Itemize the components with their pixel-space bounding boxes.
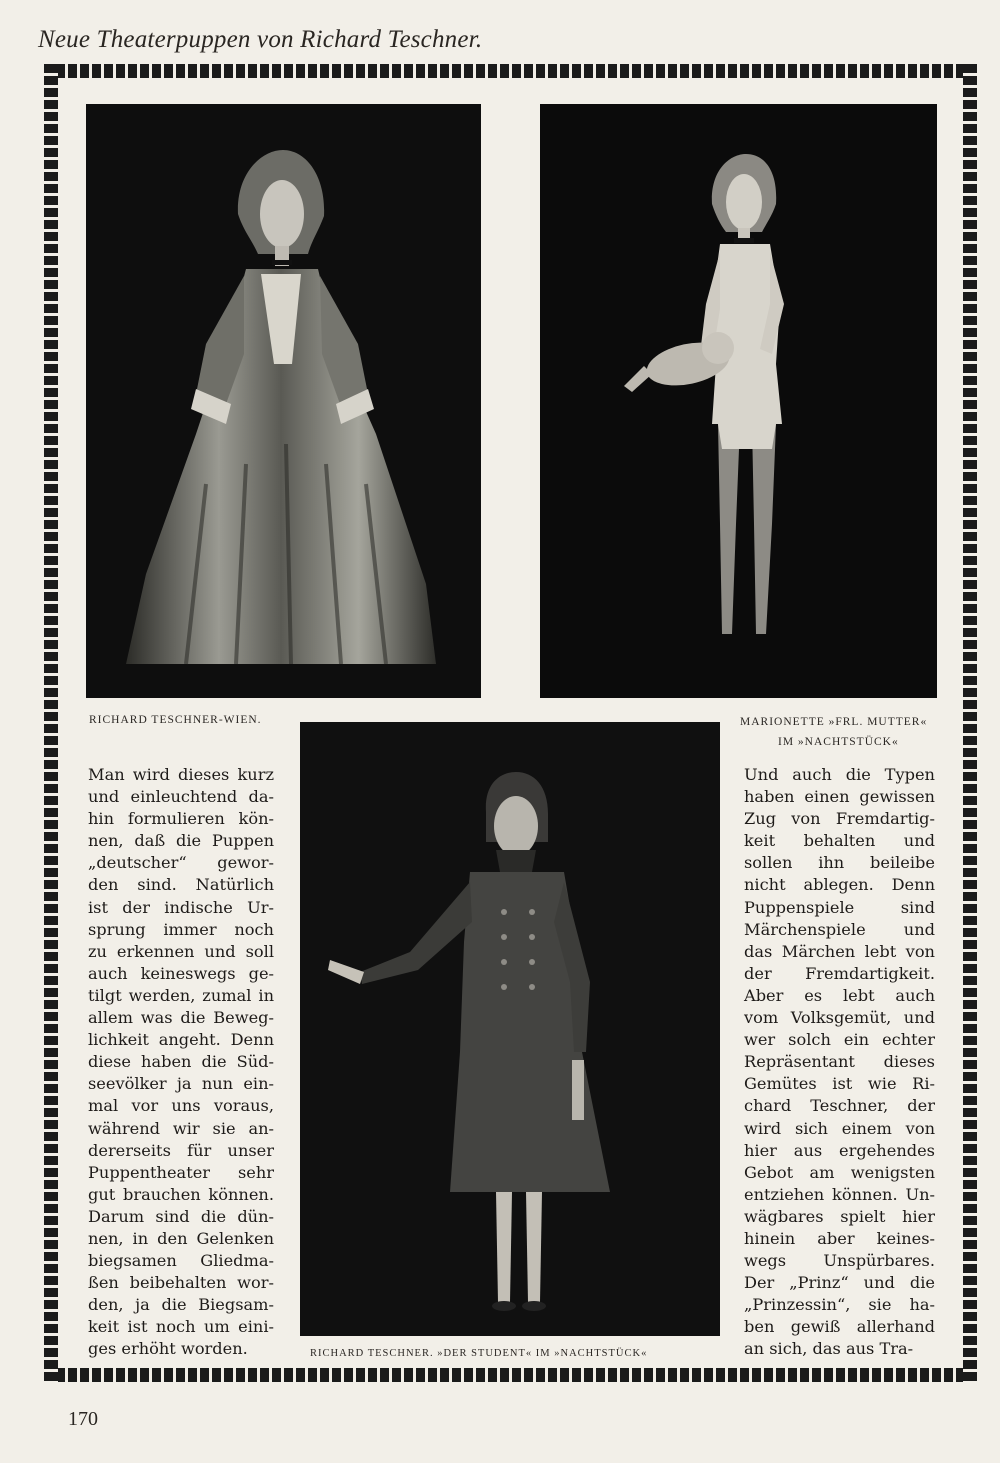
- text-line: seevölker ja nun ein-: [88, 1074, 274, 1094]
- text-line: wird sich einem von: [744, 1118, 935, 1138]
- text-line: den sind. Natürlich: [88, 875, 274, 895]
- text-line: hier aus ergehendes: [744, 1140, 935, 1160]
- text-line: ben gewiß allerhand: [744, 1317, 935, 1337]
- frame-right-border: [963, 64, 977, 1382]
- text-line: keit ist noch um eini-: [88, 1317, 274, 1337]
- text-line: lichkeit angeht. Denn: [88, 1030, 274, 1050]
- text-line: Puppenspiele sind: [744, 897, 935, 917]
- photo-marionette-frl-mutter: [540, 104, 937, 698]
- student-marionette-illustration: [300, 722, 720, 1336]
- text-line: nen, daß die Puppen: [88, 831, 274, 851]
- text-line: „Prinzessin“, sie ha-: [744, 1295, 935, 1315]
- text-line: den, ja die Biegsam-: [88, 1295, 274, 1315]
- text-line: wer solch ein echter: [744, 1030, 935, 1050]
- running-header: Neue Theaterpuppen von Richard Teschner.: [38, 26, 483, 53]
- text-line: sprung immer noch: [88, 919, 274, 939]
- text-line: und einleuchtend da-: [88, 787, 274, 807]
- text-line: zu erkennen und soll: [88, 941, 274, 961]
- caption-marionette-line2: IM »NACHTSTÜCK«: [778, 736, 899, 748]
- text-line: ist der indische Ur-: [88, 897, 274, 917]
- text-line: Märchenspiele und: [744, 919, 935, 939]
- frame-bottom-border: [44, 1368, 977, 1382]
- text-line: ßen beibehalten wor-: [88, 1273, 274, 1293]
- text-line: der Fremdartigkeit.: [744, 963, 935, 983]
- text-line: tilgt werden, zumal in: [88, 985, 274, 1005]
- caption-richard-teschner-wien: RICHARD TESCHNER-WIEN.: [89, 714, 262, 726]
- text-line: während wir sie an-: [88, 1118, 274, 1138]
- doll-gown-illustration: [86, 104, 481, 698]
- text-line: dererseits für unser: [88, 1140, 274, 1160]
- text-line: diese haben die Süd-: [88, 1052, 274, 1072]
- text-line: Und auch die Typen: [744, 765, 935, 784]
- text-line: ges erhöht worden.: [88, 1339, 248, 1359]
- text-line: an sich, das aus Tra-: [744, 1339, 914, 1359]
- article-text-left-column: [88, 764, 274, 1361]
- text-line: das Märchen lebt von: [744, 941, 935, 961]
- photo-der-student: [300, 722, 720, 1336]
- text-line: Aber es lebt auch: [744, 985, 935, 1005]
- text-line: Repräsentant dieses: [744, 1052, 935, 1072]
- text-line: wegs Unspürbares.: [744, 1251, 935, 1271]
- text-line: Gemütes ist wie Ri-: [744, 1074, 935, 1094]
- text-line: sollen ihn beileibe: [744, 853, 935, 873]
- page-number: 170: [68, 1408, 98, 1430]
- text-line: „deutscher“ gewor-: [88, 853, 274, 873]
- text-line: hin formulieren kön-: [88, 809, 274, 829]
- text-line: auch keineswegs ge-: [88, 963, 274, 983]
- text-line: chard Teschner, der: [744, 1096, 935, 1116]
- text-line: haben einen gewissen: [744, 787, 935, 807]
- text-line: Darum sind die dün-: [88, 1206, 274, 1226]
- text-line: vom Volksgemüt, und: [744, 1008, 935, 1028]
- photo-doll-satin-gown: [86, 104, 481, 698]
- text-line: nicht ablegen. Denn: [744, 875, 935, 895]
- caption-der-student: RICHARD TESCHNER. »DER STUDENT« IM »NACHTSTÜCK«: [310, 1348, 648, 1359]
- text-line: Puppentheater sehr: [88, 1162, 274, 1182]
- text-line: Zug von Fremdartig-: [744, 809, 935, 829]
- text-line: allem was die Beweg-: [88, 1008, 274, 1028]
- text-line: hinein aber keines-: [744, 1228, 935, 1248]
- text-line: wägbares spielt hier: [744, 1206, 935, 1226]
- frame-left-border: [44, 64, 58, 1382]
- marionette-frl-mutter-illustration: [540, 104, 937, 698]
- text-line: mal vor uns voraus,: [88, 1096, 274, 1116]
- text-line: entziehen können. Un-: [744, 1184, 935, 1204]
- frame-top-border: [44, 64, 977, 78]
- text-line: Der „Prinz“ und die: [744, 1273, 935, 1293]
- text-line: nen, in den Gelenken: [88, 1228, 274, 1248]
- text-line: Gebot am wenigsten: [744, 1162, 935, 1182]
- text-line: Man wird dieses kurz: [88, 765, 274, 784]
- text-line: keit behalten und: [744, 831, 935, 851]
- text-line: biegsamen Gliedma-: [88, 1251, 274, 1271]
- article-text-right-column: [744, 764, 935, 1361]
- text-line: gut brauchen können.: [88, 1184, 274, 1204]
- caption-marionette-line1: MARIONETTE »FRL. MUTTER«: [740, 716, 928, 728]
